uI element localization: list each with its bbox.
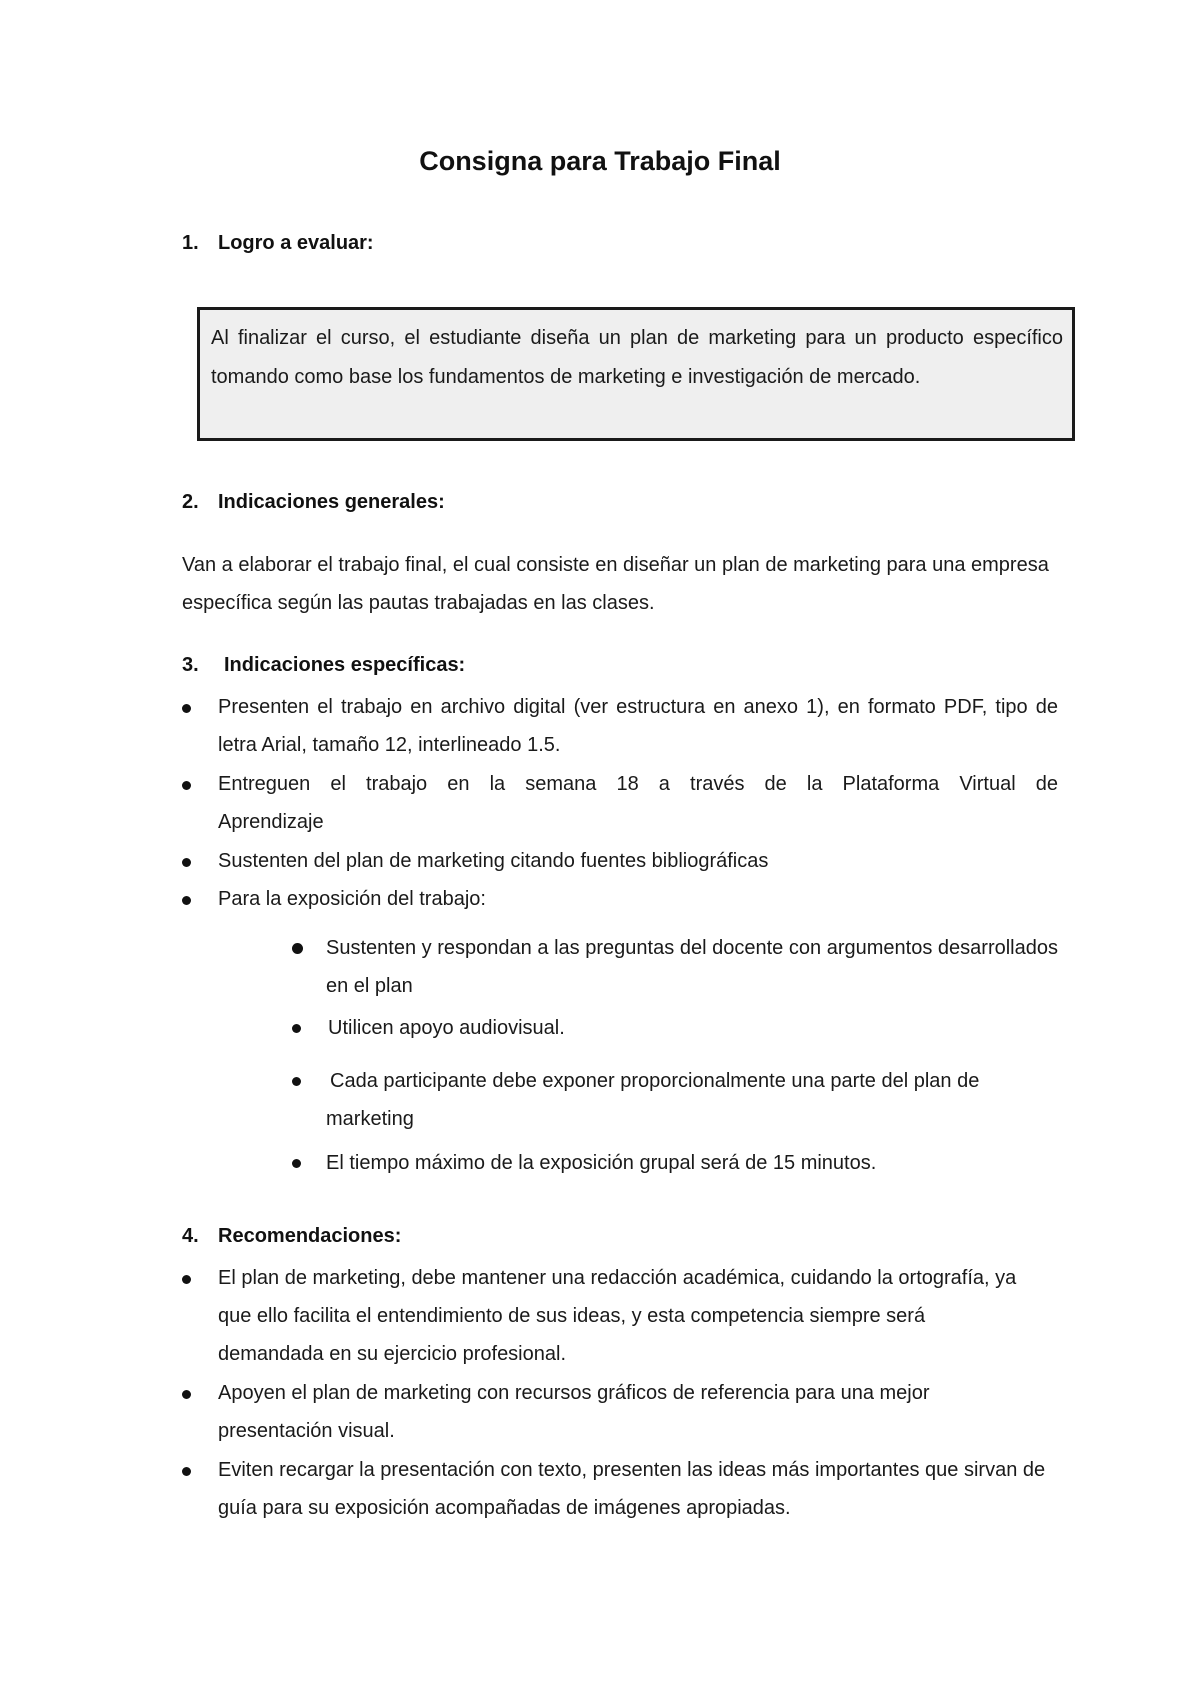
bullet-icon [182,1467,191,1476]
sub-list-item: El tiempo máximo de la exposición grupal será de 15 minutos. [290,1144,1058,1182]
list-item: Apoyen el plan de marketing con recursos gráficos de referencia para una mejor presentación visual. [182,1374,1032,1450]
bullet-icon [292,1024,301,1033]
page-title: Consigna para Trabajo Final [419,146,781,176]
bullet-icon [292,1159,301,1168]
section-title: Indicaciones generales: [218,491,445,513]
list-item: Para la exposición del trabajo: [182,880,1058,918]
list-item: Eviten recargar la presentación con texto, presenten las ideas más importantes que sirvan de guía para su exposición acompañadas de imágenes apropiadas. [182,1451,1062,1527]
section-number: 2. [182,491,199,513]
bullet-icon [292,1077,301,1086]
bullet-icon [182,704,191,713]
section-title: Recomendaciones: [218,1225,402,1247]
bullet-icon [182,896,191,905]
section-title: Logro a evaluar: [218,232,374,254]
sub-list-item: Utilicen apoyo audiovisual. [290,1009,1058,1047]
bullet-icon [182,858,191,867]
list-item: Entreguen el trabajo en la semana 18 a través de la Plataforma Virtual de Aprendizaje [182,765,1058,841]
goal-box: Al finalizar el curso, el estudiante diseña un plan de marketing para un producto específico tomando como base los fundamentos de marketing e investigación de mercado. [197,307,1075,441]
section-heading-especificas [182,654,465,677]
bullet-icon [292,943,303,954]
bullet-icon [182,1275,191,1284]
general-paragraph: Van a elaborar el trabajo final, el cual consiste en diseñar un plan de marketing para una empresa específica según las pautas trabajadas en las clases. [182,554,1049,614]
section-heading-generales [182,491,445,514]
sub-list-item: Sustenten y respondan a las preguntas del docente con argumentos desarrollados en el plan [290,929,1058,1005]
list-item: Presenten el trabajo en archivo digital (ver estructura en anexo 1), en formato PDF, tipo de letra Arial, tamaño 12, interlineado 1.5. [182,688,1058,764]
bullet-icon [182,781,191,790]
section-title: Indicaciones específicas: [224,654,466,676]
section-number: 3. [182,654,199,676]
section-heading-logro [182,232,374,255]
section-heading-recomendaciones [182,1225,401,1248]
section-number: 1. [182,232,199,254]
section-number: 4. [182,1225,199,1247]
list-item: El plan de marketing, debe mantener una redacción académica, cuidando la ortografía, ya que ello facilita el entendimiento de sus ideas, y esta competencia siempre será demandada en su ejercicio profesional. [182,1259,1032,1373]
sub-list-item: Cada participante debe exponer proporcionalmente una parte del plan de marketing [290,1062,1058,1138]
list-item: Sustenten del plan de marketing citando fuentes bibliográficas [182,842,1058,880]
bullet-icon [182,1390,191,1399]
